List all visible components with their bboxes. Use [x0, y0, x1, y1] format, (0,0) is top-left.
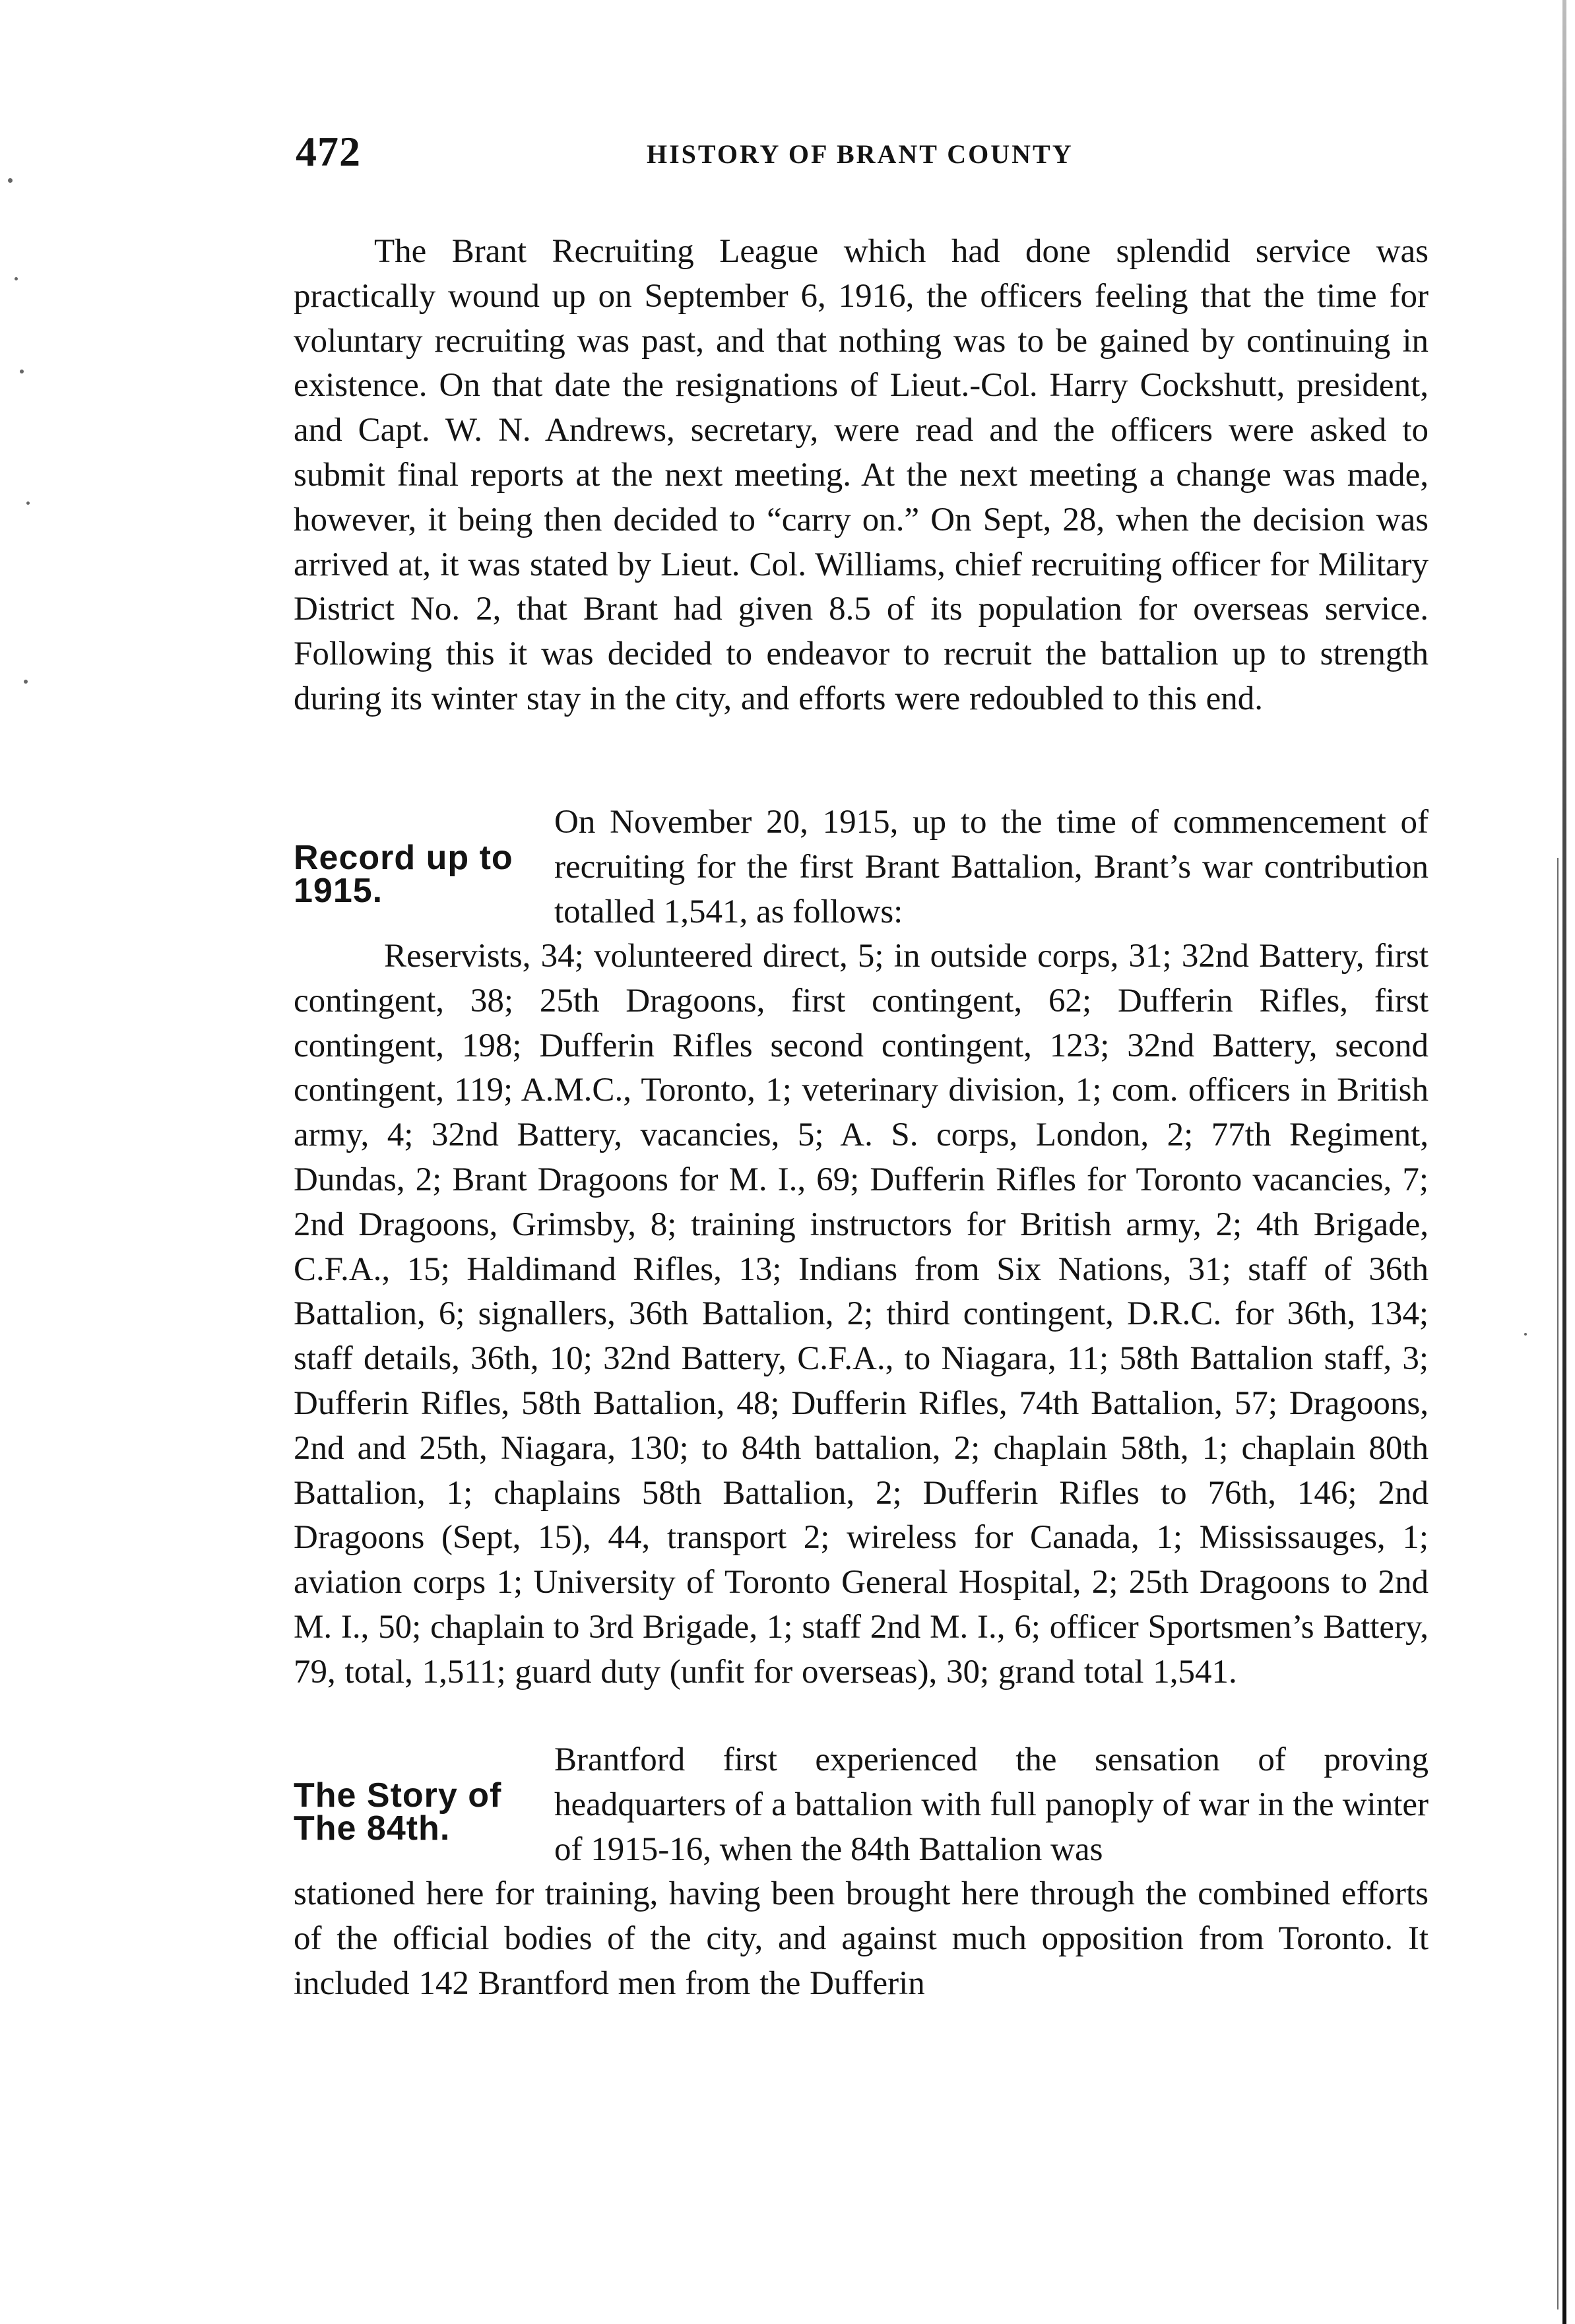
page-edge-line	[1557, 858, 1559, 2309]
paragraph-recruiting-league	[294, 230, 1429, 722]
section-record-up-to-1915	[294, 800, 1429, 934]
scan-speck	[1524, 1333, 1527, 1336]
section-lead-text: On November 20, 1915, up to the time of commencement of recruiting for the first Brant Battalion, Brant’s war contribution totalled 1,541, as follows:	[554, 804, 1429, 930]
scan-speck	[20, 370, 24, 373]
scan-speck	[15, 277, 18, 280]
paragraph-text: The Brant Recruiting League which had done splendid service was practically wound up on September 6, 1916, the officers feeling that the time for voluntary recruiting was past, and that nothing was to be gained by continuing in existence. On that date the resignations of Lieut.-Col. Harry Cockshutt, president, and Capt. W. N. Andrews, secretary, were read and the officers were asked to submit final reports at the next meeting. At the next meeting a change was made, however, it being then decided to “carry on.” On Sept, 28, when the decision was arrived at, it was stated by Lieut. Col. Williams, chief recruiting officer for Military District No. 2, that Brant had given 8.5 of its population for overseas service. Following this it was decided to endeavor to recruit the battalion up to strength during its winter stay in the city, and efforts were redoubled to this end.	[294, 233, 1429, 717]
war-contribution-text: Reservists, 34; volunteered direct, 5; in outside corps, 31; 32nd Battery, first contingent, 38; 25th Dragoons, first contingent, 62; Dufferin Rifles, first contingent, 198; Dufferin Rifles second contingent, 123; 32nd Battery, second contingent, 119; A.M.C., Toronto, 1; veterinary division, 1; com. officers in British army, 4; 32nd Battery, vacancies, 5; A. S. corps, London, 2; 77th Regiment, Dundas, 2; Brant Dragoons for M. I., 69; Dufferin Rifles for Toronto vacancies, 7; 2nd Dragoons, Grimsby, 8; training instructors for British army, 2; 4th Brigade, C.F.A., 15; Haldimand Rifles, 13; Indians from Six Nations, 31; staff of 36th Battalion, 6; signallers, 36th Battalion, 2; third contingent, D.R.C. for 36th, 134; staff details, 36th, 10; 32nd Battery, C.F.A., to Niagara, 11; 58th Battalion staff, 3; Dufferin Rifles, 58th Battalion, 48; Dufferin Rifles, 74th Battalion, 57; Dragoons, 2nd and 25th, Niagara, 130; to 84th battalion, 2; chaplain 58th, 1; chaplain 80th Battalion, 1; chaplains 58th Battalion, 2; Dufferin Rifles to 76th, 146; 2nd Dragoons (Sept, 15), 44, transport 2; wireless for Canada, 1; Mississauges, 1; aviation corps 1; University of Toronto General Hospital, 2; 25th Dragoons to 2nd M. I., 50; chaplain to 3rd Brigade, 1; staff 2nd M. I., 6; officer Sportsmen’s Battery, 79, total, 1,511; guard duty (unfit for overseas), 30; grand total 1,541.	[294, 938, 1429, 1691]
section-story-of-84th	[294, 1738, 1429, 1872]
84th-battalion-text: stationed here for training, having been brought here through the combined efforts of the official bodies of the city, and against much opposition from Toronto. It included 142 Brantford men from the Dufferin	[294, 1875, 1429, 2002]
scan-speck	[26, 501, 30, 505]
scan-speck	[24, 680, 28, 684]
page-number: 472	[296, 128, 361, 175]
section-lead-text: Brantford first experienced the sensation of proving headquarters of a battalion with full panoply of war in the winter of 1915-16, when the 84th Battalion was	[554, 1741, 1429, 1868]
paragraph-war-contribution-list	[294, 934, 1429, 1695]
paragraph-84th-battalion	[294, 1872, 1429, 2006]
sidenote-record-up-to-1915: Record up to 1915.	[294, 839, 513, 910]
scan-speck	[8, 178, 13, 183]
page-edge-shadow	[1562, 0, 1566, 2324]
sidenote-story-of-84th: The Story of The 84th.	[294, 1776, 502, 1848]
running-head: HISTORY OF BRANT COUNTY	[647, 139, 1074, 169]
